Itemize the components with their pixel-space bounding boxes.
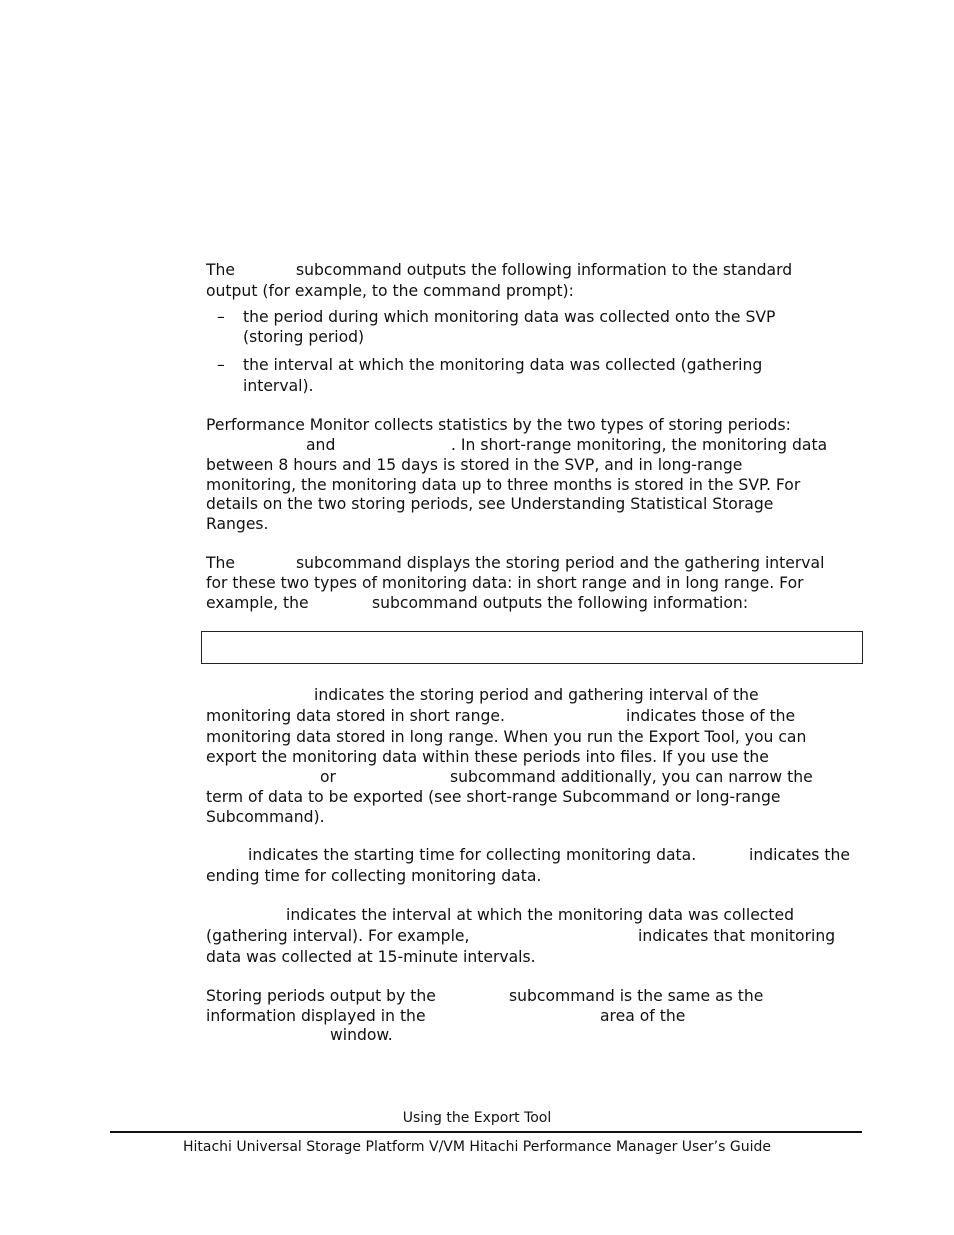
para7-line-3: window. — [330, 1026, 393, 1044]
para2-line-2a: and — [306, 436, 336, 454]
para3-line-1a: The — [206, 554, 236, 572]
para5-line-1b: indicates the — [749, 846, 850, 864]
para7-line-1a: Storing periods output by the — [206, 987, 436, 1005]
para5-line-2: ending time for collecting monitoring data. — [206, 867, 542, 885]
para2-line-1: Performance Monitor collects statistics by the two types of storing periods: — [206, 416, 791, 434]
bullet-dash: – — [217, 356, 225, 374]
bullet-1-line-1: the period during which monitoring data was collected onto the SVP — [243, 308, 776, 326]
para2-line-6: Ranges. — [206, 515, 269, 533]
para4-line-3: monitoring data stored in long range. When you run the Export Tool, you can — [206, 728, 807, 746]
command-output-box — [201, 631, 863, 664]
para2-line-3: between 8 hours and 15 days is stored in the SVP, and in long-range — [206, 456, 743, 474]
para6-line-1: indicates the interval at which the monitoring data was collected — [286, 906, 794, 924]
para3-line-1b: subcommand displays the storing period and the gathering interval — [296, 554, 825, 572]
para4-line-2b: indicates those of the — [626, 707, 796, 725]
intro-line-1a: The — [206, 261, 236, 279]
para3-line-3b: subcommand outputs the following information: — [372, 594, 749, 612]
para2-line-4: monitoring, the monitoring data up to three months is stored in the SVP. For — [206, 476, 801, 494]
para4-line-5b: subcommand additionally, you can narrow the — [450, 768, 813, 786]
para6-line-3: data was collected at 15-minute intervals. — [206, 948, 536, 966]
para7-line-2a: information displayed in the — [206, 1007, 426, 1025]
bullet-dash: – — [217, 308, 225, 326]
bullet-2-line-1: the interval at which the monitoring data was collected (gathering — [243, 356, 763, 374]
intro-line-2: output (for example, to the command prompt): — [206, 282, 574, 300]
para3-line-3a: example, the — [206, 594, 309, 612]
footer-divider — [110, 1131, 862, 1133]
para2-line-2b: . In short-range monitoring, the monitoring data — [451, 436, 828, 454]
para4-line-5a: or — [320, 768, 336, 786]
bullet-1-line-2: (storing period) — [243, 328, 365, 346]
bullet-2-line-2: interval). — [243, 377, 314, 395]
para5-line-1a: indicates the starting time for collecting monitoring data. — [248, 846, 697, 864]
footer-section-title: Using the Export Tool — [402, 1110, 552, 1126]
para7-line-2b: area of the — [600, 1007, 686, 1025]
para3-line-2: for these two types of monitoring data: in short range and in long range. For — [206, 574, 804, 592]
para4-line-7: Subcommand). — [206, 808, 325, 826]
para7-line-1b: subcommand is the same as the — [509, 987, 764, 1005]
footer-book-title: Hitachi Universal Storage Platform V/VM Hitachi Performance Manager User’s Guide — [183, 1139, 771, 1155]
para4-line-2a: monitoring data stored in short range. — [206, 707, 505, 725]
para2-line-5: details on the two storing periods, see Understanding Statistical Storage — [206, 495, 774, 513]
para6-line-2b: indicates that monitoring — [638, 927, 836, 945]
para6-line-2a: (gathering interval). For example, — [206, 927, 470, 945]
intro-line-1b: subcommand outputs the following information to the standard — [296, 261, 793, 279]
para4-line-4: export the monitoring data within these periods into files. If you use the — [206, 748, 769, 766]
para4-line-1: indicates the storing period and gathering interval of the — [314, 686, 759, 704]
para4-line-6: term of data to be exported (see short-range Subcommand or long-range — [206, 788, 781, 806]
